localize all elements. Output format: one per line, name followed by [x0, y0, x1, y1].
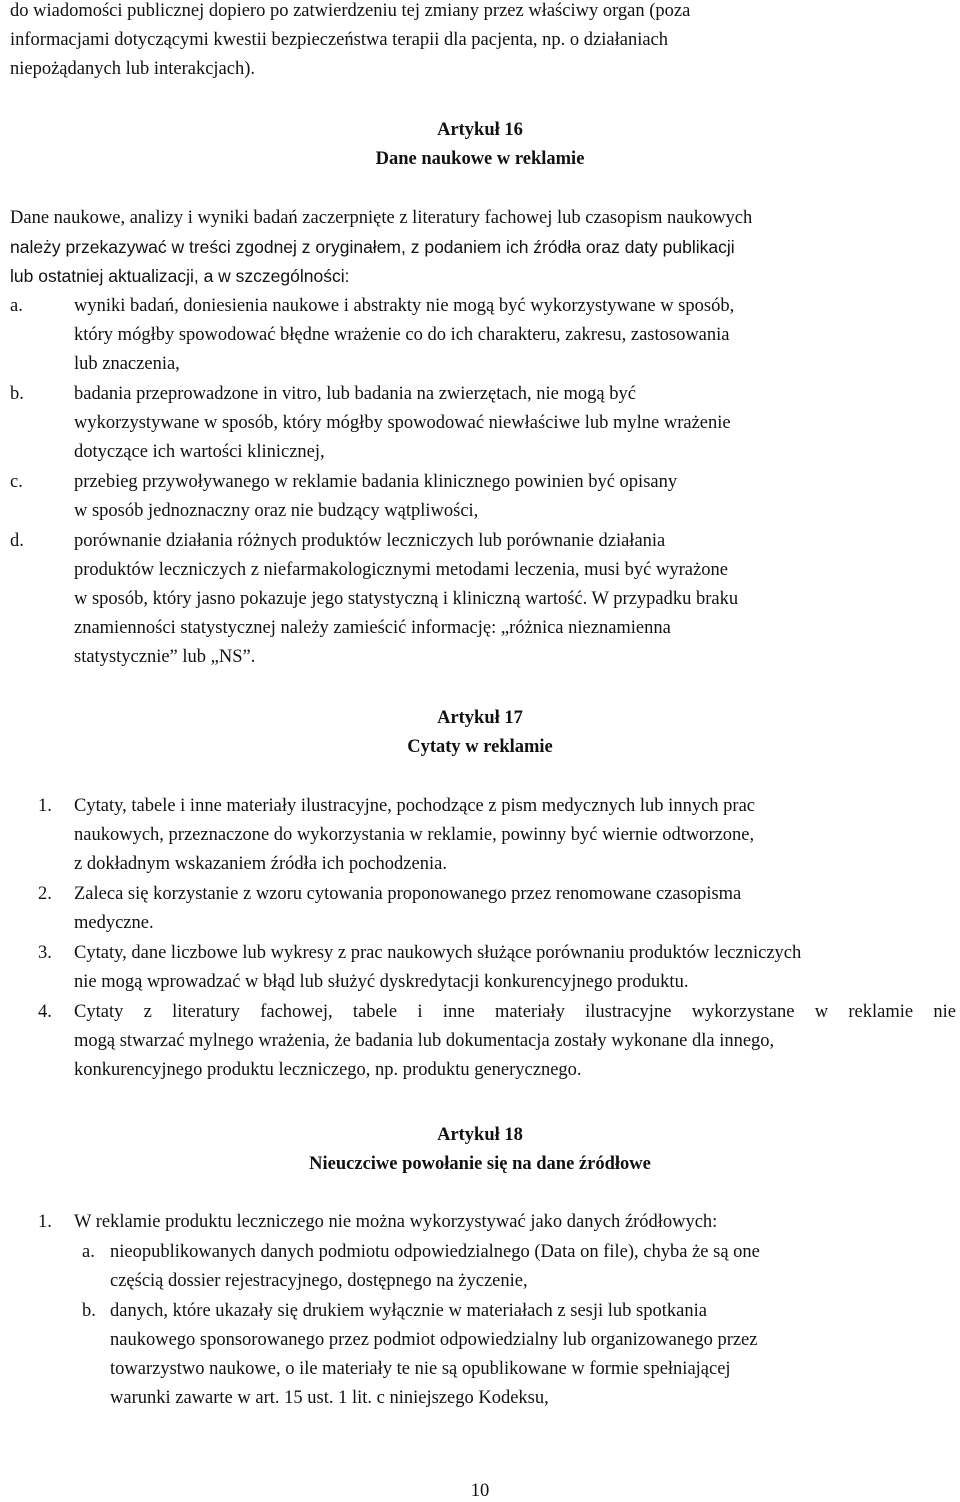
list-item-line: naukowych, przeznaczone do wykorzystania w reklamie, powinny być wiernie odtworzone, [74, 825, 755, 845]
list-item-line: statystycznie” lub „NS”. [74, 647, 256, 667]
list-item-line: produktów leczniczych z niefarmakologicznymi metodami leczenia, musi być wyrażone [74, 560, 728, 580]
list-marker: d. [10, 531, 24, 551]
list-item-line: wyniki badań, doniesienia naukowe i abstrakty nie mogą być wykorzystywane w sposób, [74, 296, 735, 316]
text-line: niepożądanych lub interakcjach). [10, 59, 256, 79]
list-marker: a. [10, 296, 23, 316]
text-line: lub ostatniej aktualizacji, a w szczególności: [10, 266, 350, 286]
list-marker: 1. [38, 796, 52, 816]
list-item-line: który mógłby spowodować błędne wrażenie co do ich charakteru, zakresu, zastosowania [74, 325, 730, 345]
list-item-line: porównanie działania różnych produktów leczniczych lub porównanie działania [74, 531, 666, 551]
list-item-line: danych, które ukazały się drukiem wyłącznie w materiałach z sesji lub spotkania [110, 1301, 707, 1321]
list-marker: 3. [38, 943, 52, 963]
list-item-line: dotyczące ich wartości klinicznej, [74, 442, 325, 462]
list-marker: b. [82, 1301, 96, 1321]
list-marker: 4. [38, 1002, 52, 1022]
list-item-line: nie mogą wprowadzać w błąd lub służyć dyskredytacji konkurencyjnego produktu. [74, 972, 689, 992]
article-title: Nieuczciwe powołanie się na dane źródłowe [309, 1154, 651, 1174]
list-item-line: w sposób, który jasno pokazuje jego statystyczną i kliniczną wartość. W przypadku braku [74, 589, 739, 609]
article-heading: Artykuł 17 [437, 708, 523, 728]
list-marker: a. [82, 1242, 95, 1262]
article-heading: Artykuł 16 [437, 120, 523, 140]
page-number: 10 [470, 1481, 490, 1501]
list-item-line: z dokładnym wskazaniem źródła ich pochodzenia. [74, 854, 447, 874]
list-item-line: Cytaty z literatury fachowej, tabele i inne materiały ilustracyjne wykorzystane w reklamie nie [74, 1002, 956, 1022]
list-item-line: przebieg przywoływanego w reklamie badania klinicznego powinien być opisany [74, 472, 678, 492]
text-line: należy przekazywać w treści zgodnej z oryginałem, z podaniem ich źródła oraz daty publikacji [10, 237, 735, 257]
list-item-line: badania przeprowadzone in vitro, lub badania na zwierzętach, nie mogą być [74, 384, 636, 404]
text-line: do wiadomości publicznej dopiero po zatwierdzeniu tej zmiany przez właściwy organ (poza [10, 1, 691, 21]
list-item-line: towarzystwo naukowe, o ile materiały te nie są opublikowane w formie spełniającej [110, 1359, 731, 1379]
list-item-line: nieopublikowanych danych podmiotu odpowiedzialnego (Data on file), chyba że są one [110, 1242, 760, 1262]
list-item-line: Zaleca się korzystanie z wzoru cytowania proponowanego przez renomowane czasopisma [74, 884, 742, 904]
list-item-line: mogą stwarzać mylnego wrażenia, że badania lub dokumentacja zostały wykonane dla innego, [74, 1031, 775, 1051]
list-item-line: Cytaty, dane liczbowe lub wykresy z prac naukowych służące porównaniu produktów leczniczych [74, 943, 802, 963]
list-item-line: konkurencyjnego produktu leczniczego, np. produktu generycznego. [74, 1060, 582, 1080]
text-line: informacjami dotyczącymi kwestii bezpieczeństwa terapii dla pacjenta, np. o działaniach [10, 30, 669, 50]
list-item-line: warunki zawarte w art. 15 ust. 1 lit. c niniejszego Kodeksu, [110, 1388, 549, 1408]
text-line: Dane naukowe, analizy i wyniki badań zaczerpnięte z literatury fachowej lub czasopism naukowych [10, 208, 753, 228]
list-item-line: wykorzystywane w sposób, który mógłby spowodować niewłaściwe lub mylne wrażenie [74, 413, 731, 433]
list-item-line: medyczne. [74, 913, 154, 933]
article-title: Cytaty w reklamie [407, 737, 553, 757]
article-heading: Artykuł 18 [437, 1125, 523, 1145]
list-item-line: W reklamie produktu leczniczego nie można wykorzystywać jako danych źródłowych: [74, 1212, 718, 1232]
list-item-line: znamienności statystycznej należy zamieścić informację: „różnica nieznamienna [74, 618, 671, 638]
list-item-line: naukowego sponsorowanego przez podmiot odpowiedzialny lub organizowanego przez [110, 1330, 758, 1350]
article-title: Dane naukowe w reklamie [375, 149, 585, 169]
list-marker: b. [10, 384, 24, 404]
list-marker: 1. [38, 1212, 52, 1232]
list-item-line: w sposób jednoznaczny oraz nie budzący wątpliwości, [74, 501, 479, 521]
list-item-line: Cytaty, tabele i inne materiały ilustracyjne, pochodzące z pism medycznych lub innych prac [74, 796, 755, 816]
list-item-line: częścią dossier rejestracyjnego, dostępnego na życzenie, [110, 1271, 528, 1291]
list-item-line: lub znaczenia, [74, 354, 180, 374]
list-marker: c. [10, 472, 23, 492]
list-marker: 2. [38, 884, 52, 904]
